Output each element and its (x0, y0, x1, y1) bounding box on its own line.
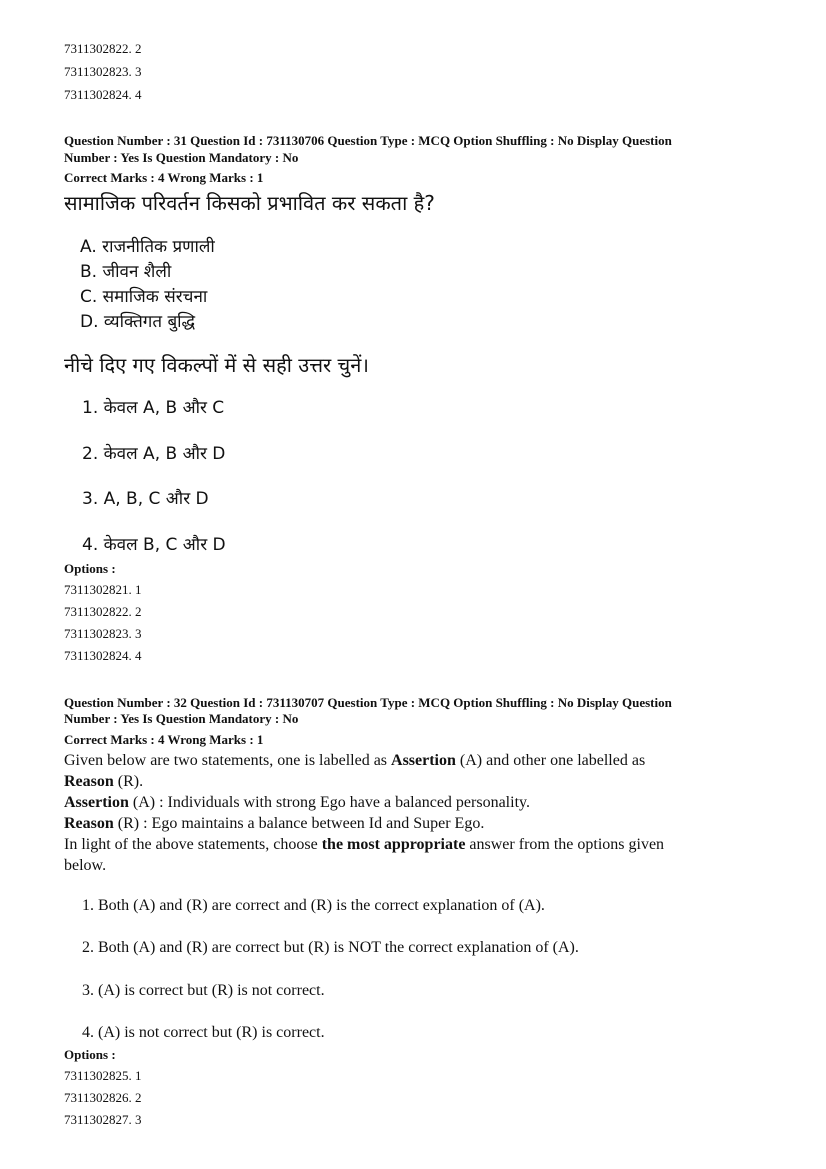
reason-word: Reason (64, 773, 114, 790)
question-marks: Correct Marks : 4 Wrong Marks : 1 (64, 170, 264, 185)
reason-text: (R) : Ego maintains a balance between Id and Super Ego. (113, 815, 485, 832)
option-line: 7311302824. 4 (64, 87, 142, 102)
question-marks: Correct Marks : 4 Wrong Marks : 1 (64, 732, 264, 747)
statement-item: B. जीवन शैली (80, 262, 172, 282)
options-label: Options : (64, 1047, 116, 1062)
reason-statement (64, 814, 484, 834)
answer-choice: 2. Both (A) and (R) are correct but (R) is NOT the correct explanation of (A). (82, 939, 579, 956)
reason-suffix: (R). (113, 773, 144, 790)
answer-choice: 1. केवल A, B और C (82, 398, 225, 418)
question-meta-line1: Question Number : 32 Question Id : 731130707 Question Type : MCQ Option Shuffling : No Display Question (64, 695, 672, 710)
instruction-bold: the most appropriate (321, 836, 466, 853)
option-line: 7311302824. 4 (64, 648, 142, 663)
question-intro-line2 (64, 772, 143, 792)
answer-choice: 4. (A) is not correct but (R) is correct. (82, 1024, 325, 1041)
reason-label: Reason (64, 815, 114, 832)
question-meta-line2: Number : Yes Is Question Mandatory : No (64, 150, 299, 165)
instruction-line2: below. (64, 857, 107, 874)
instruction-line (64, 835, 664, 855)
instruction-text-end: answer from the options given (465, 836, 665, 853)
instruction-text: नीचे दिए गए विकल्पों में से सही उत्तर चुनें। (64, 353, 369, 377)
question-meta-line1: Question Number : 31 Question Id : 731130706 Question Type : MCQ Option Shuffling : No Display Question (64, 133, 672, 148)
question-text: सामाजिक परिवर्तन किसको प्रभावित कर सकता है? (64, 191, 435, 215)
option-line: 7311302823. 3 (64, 64, 142, 79)
answer-choice: 3. (A) is correct but (R) is not correct. (82, 982, 325, 999)
assertion-text: (A) : Individuals with strong Ego have a balanced personality. (128, 794, 530, 811)
assertion-statement (64, 793, 530, 813)
option-line: 7311302827. 3 (64, 1112, 142, 1127)
assertion-word: Assertion (391, 752, 456, 769)
answer-choice: 1. Both (A) and (R) are correct and (R) is the correct explanation of (A). (82, 897, 545, 914)
answer-choice: 4. केवल B, C और D (82, 535, 226, 555)
question-meta-line2: Number : Yes Is Question Mandatory : No (64, 711, 299, 726)
question-intro (64, 751, 645, 771)
option-line: 7311302823. 3 (64, 626, 142, 641)
intro-text: Given below are two statements, one is labelled as (64, 752, 392, 769)
statement-item: C. समाजिक संरचना (80, 287, 208, 307)
statement-item: D. व्यक्तिगत बुद्धि (80, 312, 196, 332)
option-line: 7311302822. 2 (64, 604, 142, 619)
option-line: 7311302821. 1 (64, 582, 142, 597)
option-line: 7311302825. 1 (64, 1068, 142, 1083)
answer-choice: 2. केवल A, B और D (82, 444, 226, 464)
statement-item: A. राजनीतिक प्रणाली (80, 237, 215, 257)
option-line: 7311302826. 2 (64, 1090, 142, 1105)
answer-choice: 3. A, B, C और D (82, 489, 209, 509)
intro-text-end: (A) and other one labelled as (455, 752, 646, 769)
instruction-text: In light of the above statements, choose (64, 836, 322, 853)
options-label: Options : (64, 561, 116, 576)
assertion-label: Assertion (64, 794, 129, 811)
option-line: 7311302822. 2 (64, 41, 142, 56)
